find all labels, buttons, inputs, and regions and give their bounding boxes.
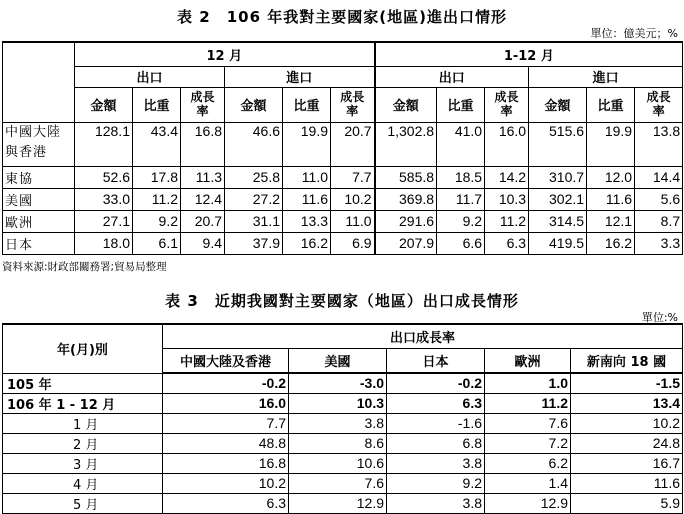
- table-cell: 5.6: [635, 188, 683, 210]
- table-cell: 10.6: [289, 453, 387, 473]
- table-cell: 8.7: [635, 210, 683, 232]
- table-row: [3, 453, 683, 473]
- table-cell: 9.2: [437, 210, 485, 232]
- table-cell: 11.3: [181, 166, 225, 188]
- table-cell: 419.5: [529, 232, 587, 254]
- row-label: 美國: [3, 188, 75, 210]
- table-cell: 25.8: [225, 166, 283, 188]
- table2-subheader-row: [3, 87, 683, 122]
- header-label: 成長率: [340, 90, 365, 118]
- table-cell: 8.6: [289, 433, 387, 453]
- row-label: 1 月: [3, 413, 163, 433]
- header-amount: [375, 87, 437, 122]
- header-label: 比重: [447, 99, 474, 114]
- table-cell: 16.0: [163, 393, 289, 413]
- table-cell: 1.4: [485, 473, 571, 493]
- table-cell: 3.8: [289, 413, 387, 433]
- table-cell: 1.0: [485, 373, 571, 393]
- header-amount: [225, 87, 283, 122]
- table-row: [3, 493, 683, 513]
- column-header: 日本: [387, 348, 485, 373]
- table-cell: 16.2: [587, 232, 635, 254]
- table-cell: -1.6: [387, 413, 485, 433]
- table-cell: 24.8: [571, 433, 683, 453]
- table-cell: -0.2: [387, 373, 485, 393]
- table-cell: 9.2: [387, 473, 485, 493]
- table-cell: 291.6: [375, 210, 437, 232]
- header-growth: [331, 87, 375, 122]
- table-cell: 585.8: [375, 166, 437, 188]
- table-cell: 16.0: [485, 122, 529, 166]
- header-export: 出口: [75, 66, 225, 87]
- header-period-dec: 12 月: [75, 42, 375, 66]
- row-label: 5 月: [3, 493, 163, 513]
- table-cell: 46.6: [225, 122, 283, 166]
- table-cell: 3.3: [635, 232, 683, 254]
- row-label: 日本: [3, 232, 75, 254]
- table-cell: 1,302.8: [375, 122, 437, 166]
- table-cell: 16.8: [181, 122, 225, 166]
- column-header: 美國: [289, 348, 387, 373]
- table-cell: 369.8: [375, 188, 437, 210]
- table-cell: 14.2: [485, 166, 529, 188]
- header-share: [587, 87, 635, 122]
- table-cell: 6.8: [387, 433, 485, 453]
- table-cell: 6.3: [163, 493, 289, 513]
- table-cell: 128.1: [75, 122, 133, 166]
- header-label: 成長率: [494, 90, 519, 118]
- table2-title: 表 2 106 年我對主要國家(地區)進出口情形: [177, 8, 507, 26]
- row-label: 105 年: [3, 373, 163, 393]
- column-header: 新南向 18 國: [571, 348, 683, 373]
- table-cell: 6.3: [387, 393, 485, 413]
- table-cell: 3.8: [387, 493, 485, 513]
- table-cell: 11.2: [133, 188, 181, 210]
- table-cell: 6.1: [133, 232, 181, 254]
- table-cell: 31.1: [225, 210, 283, 232]
- column-header: 歐洲: [485, 348, 571, 373]
- table-cell: 7.6: [485, 413, 571, 433]
- header-amount: [529, 87, 587, 122]
- table2-source: 資料來源:財政部關務署;貿易局整理: [2, 261, 167, 273]
- table-cell: 11.2: [485, 210, 529, 232]
- table-cell: 12.0: [587, 166, 635, 188]
- table-cell: 7.7: [163, 413, 289, 433]
- table-cell: 12.9: [485, 493, 571, 513]
- row-label: 中國大陸與香港: [3, 122, 75, 166]
- table-cell: 20.7: [331, 122, 375, 166]
- table-row: [3, 413, 683, 433]
- header-growth: [181, 87, 225, 122]
- table-cell: 6.3: [485, 232, 529, 254]
- table3-title: 表 3 近期我國對主要國家（地區）出口成長情形: [165, 292, 519, 310]
- table-cell: 11.7: [437, 188, 485, 210]
- table-cell: 302.1: [529, 188, 587, 210]
- table-cell: 48.8: [163, 433, 289, 453]
- header-label: 金額: [240, 99, 267, 114]
- row-label: 4 月: [3, 473, 163, 493]
- table-cell: 310.7: [529, 166, 587, 188]
- table-cell: 13.3: [283, 210, 331, 232]
- table-row: [3, 232, 683, 254]
- header-import: 進口: [225, 66, 375, 87]
- table-cell: 37.9: [225, 232, 283, 254]
- table2-unit: 單位：億美元；%: [590, 27, 678, 40]
- header-export-growth: 出口成長率: [163, 324, 683, 348]
- table-cell: -1.5: [571, 373, 683, 393]
- header-label: 比重: [597, 99, 624, 114]
- table-cell: 5.9: [571, 493, 683, 513]
- header-label: 金額: [392, 99, 419, 114]
- row-label: 東協: [3, 166, 75, 188]
- header-label: 成長率: [190, 90, 215, 118]
- table-cell: 12.9: [289, 493, 387, 513]
- table-cell: 19.9: [587, 122, 635, 166]
- header-period: 年(月)別: [3, 324, 163, 373]
- table-cell: 16.2: [283, 232, 331, 254]
- header-label: 比重: [293, 99, 320, 114]
- row-header-corner: [3, 42, 75, 122]
- table-row: [3, 373, 683, 393]
- table-cell: 11.0: [283, 166, 331, 188]
- table-cell: 13.4: [571, 393, 683, 413]
- table-row: [3, 393, 683, 413]
- table-cell: 27.1: [75, 210, 133, 232]
- table-cell: 52.6: [75, 166, 133, 188]
- row-label: 歐洲: [3, 210, 75, 232]
- table-cell: 14.4: [635, 166, 683, 188]
- table-row: [3, 122, 683, 166]
- table-cell: 11.0: [331, 210, 375, 232]
- header-period-ytd: 1-12 月: [375, 42, 683, 66]
- header-share: [437, 87, 485, 122]
- table-cell: 11.2: [485, 393, 571, 413]
- header-export: 出口: [375, 66, 529, 87]
- table-cell: 7.7: [331, 166, 375, 188]
- table-cell: 19.9: [283, 122, 331, 166]
- table-cell: 9.2: [133, 210, 181, 232]
- table-row: [3, 166, 683, 188]
- table-row: [3, 433, 683, 453]
- table-cell: 6.6: [437, 232, 485, 254]
- table-cell: 11.6: [587, 188, 635, 210]
- header-label: 金額: [90, 99, 117, 114]
- table3-unit: 單位:%: [641, 311, 678, 324]
- table-cell: 16.8: [163, 453, 289, 473]
- table-cell: 7.6: [289, 473, 387, 493]
- table-cell: 18.5: [437, 166, 485, 188]
- column-header: 中國大陸及香港: [163, 348, 289, 373]
- table-cell: 9.4: [181, 232, 225, 254]
- header-growth: [635, 87, 683, 122]
- header-share: [133, 87, 181, 122]
- table-cell: 13.8: [635, 122, 683, 166]
- table2: [2, 41, 683, 255]
- table-cell: 6.9: [331, 232, 375, 254]
- table-cell: 10.2: [331, 188, 375, 210]
- table-cell: 515.6: [529, 122, 587, 166]
- table-cell: 7.2: [485, 433, 571, 453]
- header-growth: [485, 87, 529, 122]
- table-cell: 10.2: [571, 413, 683, 433]
- table-cell: 314.5: [529, 210, 587, 232]
- row-label: 2 月: [3, 433, 163, 453]
- row-label: 3 月: [3, 453, 163, 473]
- header-amount: [75, 87, 133, 122]
- table-cell: -3.0: [289, 373, 387, 393]
- table-cell: 27.2: [225, 188, 283, 210]
- header-label: 比重: [143, 99, 170, 114]
- table-cell: -0.2: [163, 373, 289, 393]
- table-cell: 12.1: [587, 210, 635, 232]
- table-row: [3, 188, 683, 210]
- table-cell: 10.2: [163, 473, 289, 493]
- table-row: [3, 473, 683, 493]
- table-cell: 207.9: [375, 232, 437, 254]
- table-cell: 6.2: [485, 453, 571, 473]
- table-cell: 11.6: [283, 188, 331, 210]
- header-label: 成長率: [646, 90, 671, 118]
- header-label: 金額: [544, 99, 571, 114]
- table-cell: 11.6: [571, 473, 683, 493]
- table-cell: 17.8: [133, 166, 181, 188]
- table-cell: 10.3: [289, 393, 387, 413]
- table-cell: 20.7: [181, 210, 225, 232]
- table-cell: 33.0: [75, 188, 133, 210]
- table-cell: 41.0: [437, 122, 485, 166]
- table-cell: 3.8: [387, 453, 485, 473]
- table-cell: 43.4: [133, 122, 181, 166]
- table-cell: 16.7: [571, 453, 683, 473]
- table-cell: 18.0: [75, 232, 133, 254]
- header-import: 進口: [529, 66, 683, 87]
- table-cell: 12.4: [181, 188, 225, 210]
- table-cell: 10.3: [485, 188, 529, 210]
- header-share: [283, 87, 331, 122]
- table3: [2, 323, 683, 514]
- row-label: 106 年 1 - 12 月: [3, 393, 163, 413]
- table-row: [3, 210, 683, 232]
